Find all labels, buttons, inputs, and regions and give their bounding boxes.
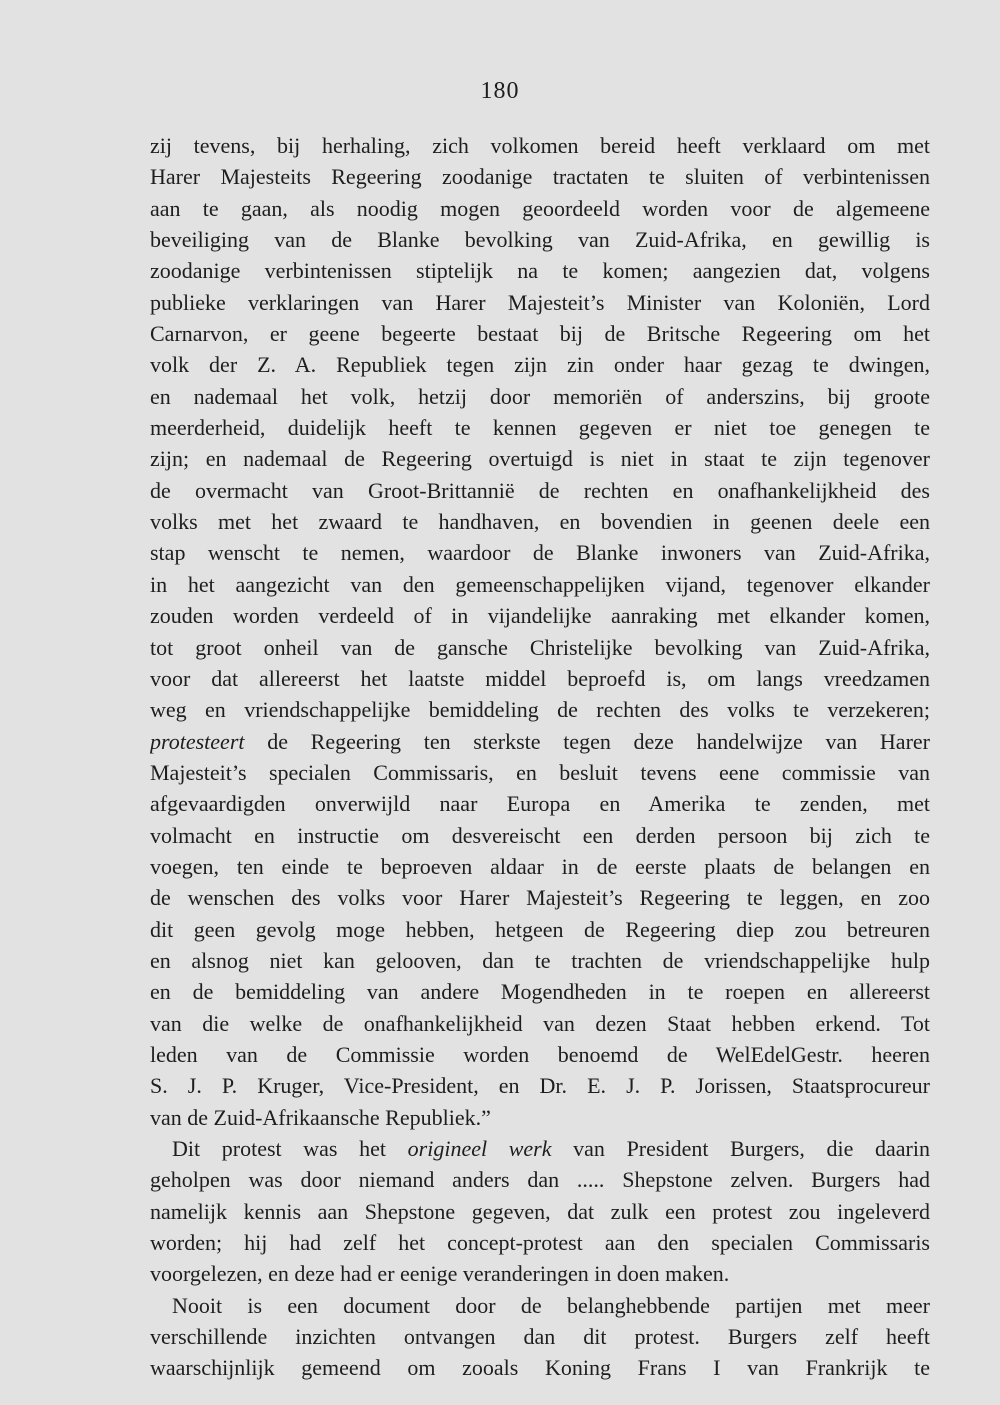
body-text <box>150 130 930 1384</box>
text-line: en de bemiddeling van andere Mogendheden in te roepen en allereerst <box>150 979 930 1005</box>
text-line: volmacht en instructie om desvereischt een derden persoon bij zich te <box>150 822 930 848</box>
text-line: zijn; en nademaal de Regeering overtuigd is niet in staat te zijn tegenover <box>150 446 930 472</box>
text-line: volk der Z. A. Republiek tegen zijn zin onder haar gezag te dwingen, <box>150 352 930 378</box>
text-line: meerderheid, duidelijk heeft te kennen gegeven er niet toe genegen te <box>150 415 930 441</box>
italic-text: origineel werk <box>407 1136 552 1161</box>
text-line: Nooit is een document door de belanghebbende partijen met meer <box>172 1292 930 1318</box>
text-fragment: de Regeering ten sterkste tegen deze handelwijze van Harer <box>244 728 930 754</box>
text-line: voor dat allereerst het laatste middel beproefd is, om langs vreedzamen <box>150 665 930 691</box>
text-line: en nademaal het volk, hetzij door memoriën of anderszins, bij groote <box>150 383 930 409</box>
text-line: de overmacht van Groot-Brittannië de rechten en onafhankelijkheid des <box>150 477 930 503</box>
text-line: afgevaardigden onverwijld naar Europa en Amerika te zenden, met <box>150 791 930 817</box>
text-line: van de Zuid-Afrikaansche Republiek.” <box>150 1104 491 1130</box>
text-fragment: Dit protest was het <box>172 1136 408 1161</box>
text-line: Carnarvon, er geene begeerte bestaat bij de Britsche Regeering om het <box>150 321 930 347</box>
text-line: geholpen was door niemand anders dan ..... Shepstone zelven. Burgers had <box>150 1167 930 1193</box>
text-line: publieke verklaringen van Harer Majesteit’s Minister van Koloniën, Lord <box>150 289 930 315</box>
text-line: weg en vriendschappelijke bemiddeling de rechten des volks te verzekeren; <box>150 697 930 723</box>
text-line: zoodanige verbintenissen stiptelijk na te komen; aangezien dat, volgens <box>150 258 930 284</box>
text-line <box>150 1133 930 1164</box>
text-line: zij tevens, bij herhaling, zich volkomen bereid heeft verklaard om met <box>150 133 930 158</box>
text-line <box>150 726 930 757</box>
text-line: worden; hij had zelf het concept-protest aan den specialen Commissaris <box>150 1230 930 1256</box>
text-line: voorgelezen, en deze had er eenige veranderingen in doen maken. <box>150 1261 730 1287</box>
text-line: dit geen gevolg moge hebben, hetgeen de Regeering diep zou betreuren <box>150 916 930 942</box>
text-line: S. J. P. Kruger, Vice-President, en Dr. E. J. P. Jorissen, Staatsprocureur <box>150 1073 930 1099</box>
text-line: leden van de Commissie worden benoemd de WelEdelGestr. heeren <box>150 1041 930 1067</box>
text-line: waarschijnlijk gemeend om zooals Koning Frans I van Frankrijk te <box>150 1355 930 1381</box>
text-line: Harer Majesteits Regeering zoodanige tractaten te sluiten of verbintenissen <box>150 164 930 190</box>
text-line: en alsnog niet kan gelooven, dan te trachten de vriendschappelijke hulp <box>150 947 930 973</box>
text-line: in het aangezicht van den gemeenschappelijken vijand, tegenover elkander <box>150 571 930 597</box>
text-line: voegen, ten einde te beproeven aldaar in de eerste plaats de belangen en <box>150 853 930 879</box>
text-line: aan te gaan, als noodig mogen geoordeeld worden voor de algemeene <box>150 195 930 221</box>
text-line: van die welke de onafhankelijkheid van dezen Staat hebben erkend. Tot <box>150 1010 930 1036</box>
italic-text: protesteert <box>150 728 245 754</box>
text-line: verschillende inzichten ontvangen dan dit protest. Burgers zelf heeft <box>150 1324 930 1350</box>
text-fragment: van President Burgers, die daarin <box>551 1136 930 1161</box>
text-line: namelijk kennis aan Shepstone gegeven, dat zulk een protest zou ingeleverd <box>150 1198 930 1224</box>
text-line: de wenschen des volks voor Harer Majesteit’s Regeering te leggen, en zoo <box>150 885 930 911</box>
text-line: tot groot onheil van de gansche Christelijke bevolking van Zuid-Afrika, <box>150 634 930 660</box>
text-line: Majesteit’s specialen Commissaris, en besluit tevens eene commissie van <box>150 759 930 785</box>
text-line: volks met het zwaard te handhaven, en bovendien in geenen deele een <box>150 509 930 535</box>
text-line: zouden worden verdeeld of in vijandelijke aanraking met elkander komen, <box>150 603 930 629</box>
text-line: beveiliging van de Blanke bevolking van Zuid-Afrika, en gewillig is <box>150 227 930 253</box>
text-line: stap wenscht te nemen, waardoor de Blanke inwoners van Zuid-Afrika, <box>150 540 930 566</box>
page-number: 180 <box>480 78 520 104</box>
